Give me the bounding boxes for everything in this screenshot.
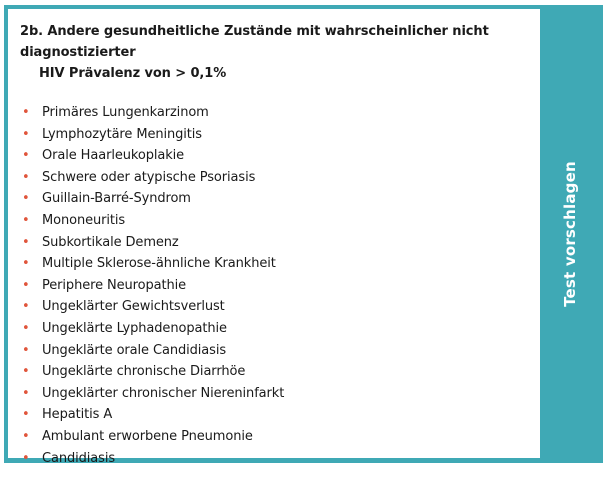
list-item: [20, 124, 540, 146]
bullet-icon: •: [22, 385, 30, 401]
bullet-icon: •: [22, 299, 30, 315]
bullet-icon: •: [22, 428, 30, 444]
list-item: [20, 426, 540, 448]
condition-card: [4, 5, 603, 466]
list-item: [20, 448, 540, 470]
list-item: [20, 145, 540, 167]
bullet-icon: •: [22, 407, 30, 423]
list-item-label: Ungeklärte chronische Diarrhöe: [42, 364, 246, 380]
list-item-label: Primäres Lungenkarzinom: [42, 105, 209, 120]
suggest-test-button[interactable]: [540, 9, 599, 458]
list-item: [20, 167, 540, 189]
list-item: [20, 232, 540, 254]
list-item: [20, 361, 540, 383]
list-item-label: Mononeuritis: [42, 212, 126, 228]
bullet-icon: •: [22, 342, 30, 358]
list-item-label: Candidiasis: [42, 450, 116, 466]
list-item: [20, 275, 540, 297]
bullet-icon: •: [22, 256, 30, 272]
list-item: [20, 404, 540, 426]
list-item: [20, 318, 540, 340]
list-item: [20, 383, 540, 405]
bullet-icon: •: [22, 126, 30, 142]
list-item-label: Ungeklärter chronischer Niereninfarkt: [42, 385, 285, 401]
bullet-icon: •: [22, 169, 30, 185]
list-item-label: Guillain-Barré-Syndrom: [42, 191, 191, 207]
bullet-icon: •: [22, 450, 30, 466]
section-title-line2: HIV Prävalenz von > 0,1%: [39, 66, 227, 81]
list-item-label: Schwere oder atypische Psoriasis: [42, 169, 256, 185]
card-content: [8, 9, 540, 466]
condition-list: [20, 102, 540, 469]
bullet-icon: •: [22, 364, 30, 380]
list-item-label: Ambulant erworbene Pneumonie: [42, 428, 253, 444]
list-item: [20, 210, 540, 232]
bullet-icon: •: [22, 234, 30, 250]
bullet-icon: •: [22, 148, 30, 164]
list-item-label: Hepatitis A: [42, 407, 113, 423]
bullet-icon: •: [22, 191, 30, 207]
bullet-icon: •: [22, 105, 30, 120]
list-item-label: Lymphozytäre Meningitis: [42, 126, 202, 142]
list-item-label: Ungeklärte Lyphadenopathie: [42, 320, 227, 336]
list-item: [20, 296, 540, 318]
bullet-icon: •: [22, 277, 30, 293]
list-item-label: Subkortikale Demenz: [42, 234, 179, 250]
list-item: [20, 253, 540, 275]
list-item: [20, 188, 540, 210]
list-item-label: Ungeklärte orale Candidiasis: [42, 342, 227, 358]
list-item-label: Orale Haarleukoplakie: [42, 148, 185, 164]
list-item-label: Multiple Sklerose-ähnliche Krankheit: [42, 256, 276, 272]
list-item: [20, 340, 540, 362]
list-item-label: Ungeklärter Gewichtsverlust: [42, 299, 225, 315]
section-title: [20, 21, 540, 84]
list-item: [20, 102, 540, 124]
section-title-line1: 2b. Andere gesundheitliche Zustände mit wahrscheinlicher nicht diagnostizierter: [20, 24, 489, 60]
list-item-label: Periphere Neuropathie: [42, 277, 187, 293]
suggest-test-label: Test vorschlagen: [560, 160, 579, 307]
bullet-icon: •: [22, 212, 30, 228]
bullet-icon: •: [22, 320, 30, 336]
